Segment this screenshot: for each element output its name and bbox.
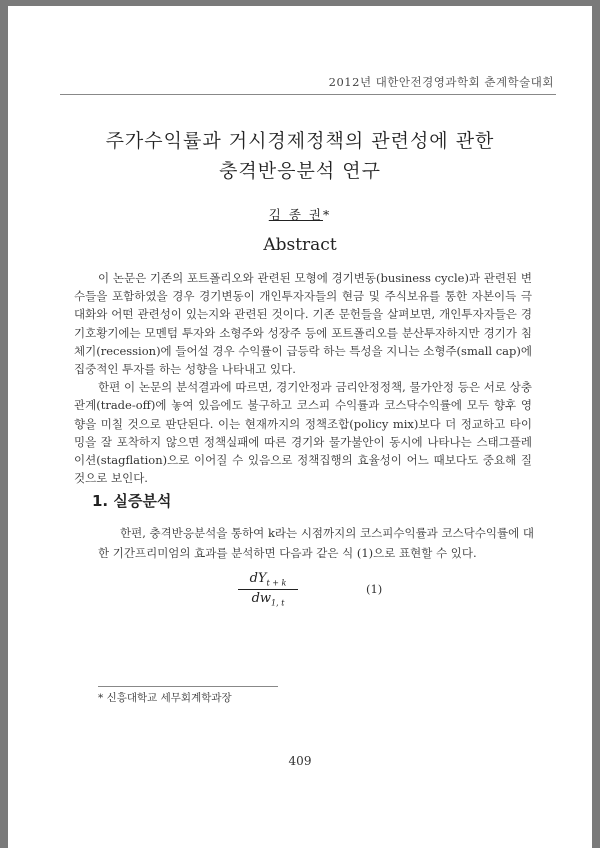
abstract-body <box>74 269 532 487</box>
abstract-paragraph: 한편 이 논문의 분석결과에 따르면, 경기안정과 금리안정정책, 물가안정 등은 서로 상충관계(trade-off)에 놓여 있음에도 불구하고 코스피 수익률과 코스닥수익률에 모두 향후 영향을 미칠 것으로 판단된다. 이는 현재까지의 정책조합(policy mix)보다 더 정교하고 타이밍을 잘 포착하지 않으면 정책실패에 따른 경기와 물가불안이 동시에 나타나는 스태그플레이션(stagflation)으로 이어질 수 있음으로 정책집행의 효율성이 어느 때보다도 중요해 질 것으로 보인다. <box>74 380 532 486</box>
abstract-paragraph: 이 논문은 기존의 포트폴리오와 관련된 모형에 경기변동(business cycle)과 관련된 변수들을 포함하였을 경우 경기변동이 개인투자자들의 현금 및 주식보유를 통한 자본이득 극대화와 어떤 관련성이 있는지와 관련된 것이다. 기존 문헌들을 살펴보면, 개인투자자들은 경기호황기에는 모멘텀 투자와 소형주와 성장주 등에 포트폴리오를 분산투자하지만 경기가 침체기(recession)에 들어설 경우 수익률이 급등락 하는 특성을 지니는 소형주(small cap)에 집중적인 투자를 하는 성향을 나타내고 있다. <box>74 271 532 377</box>
paper-title <box>8 126 592 186</box>
equation-numerator: $dY_{t + k}$ <box>249 571 287 588</box>
equation-denominator: $dw_{1, t}$ <box>251 590 285 608</box>
author-name: 김 종 권 <box>268 207 323 222</box>
header-rule <box>60 94 556 95</box>
equation-1 <box>238 571 298 607</box>
paper-page <box>8 6 592 848</box>
section-body <box>98 523 534 563</box>
page-number: 409 <box>288 754 312 768</box>
section-heading: 1. 실증분석 <box>92 492 172 510</box>
equation-number: (1) <box>366 582 383 596</box>
footnote-rule <box>98 686 278 687</box>
section-paragraph: 한편, 충격반응분석을 통하여 k라는 시점까지의 코스피수익률과 코스닥수익률에 대한 기간프리미엄의 효과를 분석하면 다음과 같은 식 (1)으로 표현할 수 있다. <box>98 526 534 560</box>
abstract-heading: Abstract <box>263 235 337 255</box>
footnote: * 신흥대학교 세무회계학과장 <box>98 692 232 704</box>
author <box>8 205 592 223</box>
running-header: 2012년 대한안전경영과학회 춘계학술대회 <box>328 75 554 89</box>
title-line-1: 주가수익률과 거시경제정책의 관련성에 관한 <box>105 130 495 152</box>
author-footnote-mark: * <box>322 207 332 222</box>
title-line-2: 충격반응분석 연구 <box>219 160 381 182</box>
fraction-bar <box>238 589 298 590</box>
